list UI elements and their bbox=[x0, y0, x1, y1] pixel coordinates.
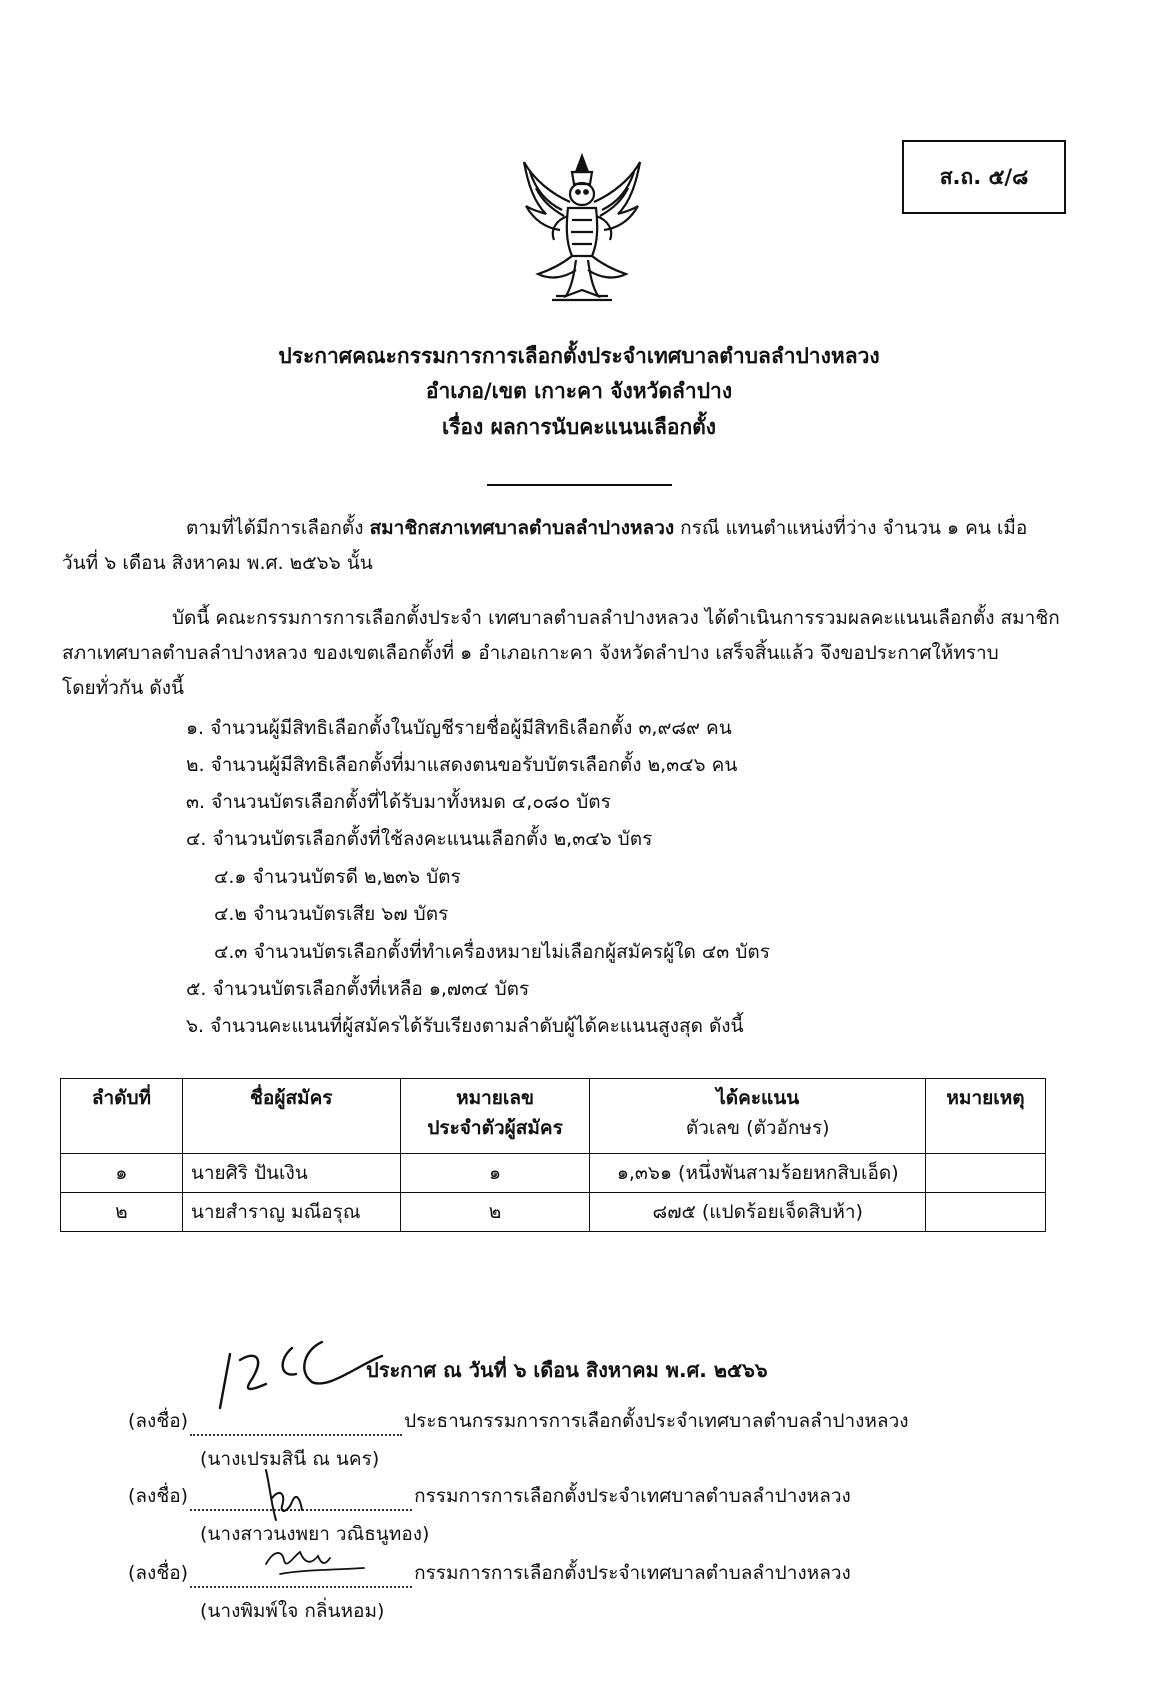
title-divider bbox=[487, 484, 672, 486]
subject-line: เรื่อง ผลการนับคะแนนเลือกตั้ง bbox=[441, 415, 717, 439]
list-item: ๒. จำนวนผู้มีสิทธิเลือกตั้งที่มาแสดงตนขอรับบัตรเลือกตั้ง ๒,๓๔๖ คน bbox=[186, 754, 738, 776]
results-table bbox=[60, 1078, 1046, 1232]
intro-text-b: กรณี แทนตำแหน่งที่ว่าง จำนวน ๑ คน เมื่อ bbox=[674, 517, 1028, 539]
intro-paragraph-1-line2: วันที่ ๖ เดือน สิงหาคม พ.ศ. ๒๕๖๖ นั้น bbox=[62, 552, 373, 574]
cell-order: ๑ bbox=[61, 1154, 183, 1193]
signature-role: กรรมการการเลือกตั้งประจำเทศบาลตำบลลำปางหลวง bbox=[414, 1562, 851, 1584]
signatory-name-1: (นางเปรมสินี ณ นคร) bbox=[200, 1448, 380, 1470]
signature-dots bbox=[190, 1434, 402, 1436]
header-score-line2: ตัวเลข (ตัวอักษร) bbox=[685, 1117, 830, 1139]
intro-paragraph-2-line2: สภาเทศบาลตำบลลำปางหลวง ของเขตเลือกตั้งที่ ๑ อำเภอเกาะคา จังหวัดลำปาง เสร็จสิ้นแล้ว จึงขอประกาศให้ทราบ bbox=[62, 642, 999, 664]
cell-remark bbox=[926, 1193, 1046, 1232]
cell-score: ๘๗๕ (แปดร้อยเจ็ดสิบห้า) bbox=[590, 1193, 926, 1232]
header-number-line2: ประจำตัวผู้สมัคร bbox=[427, 1117, 563, 1139]
intro-paragraph-2-line3: โดยทั่วกัน ดังนี้ bbox=[62, 677, 185, 699]
intro-text-a: ตามที่ได้มีการเลือกตั้ง bbox=[186, 517, 370, 539]
cell-name: นายสำราญ มณีอรุณ bbox=[182, 1193, 400, 1232]
list-item: ๔.๓ จำนวนบัตรเลือกตั้งที่ทำเครื่องหมายไม่เลือกผู้สมัครผู้ใด ๔๓ บัตร bbox=[214, 941, 770, 963]
intro-text-bold: สมาชิกสภาเทศบาลตำบลลำปางหลวง bbox=[369, 517, 675, 539]
list-item: ๕. จำนวนบัตรเลือกตั้งที่เหลือ ๑,๗๓๔ บัตร bbox=[186, 978, 530, 1000]
signature-prefix: (ลงชื่อ) bbox=[128, 1485, 189, 1507]
handwritten-signature-3 bbox=[260, 1540, 370, 1580]
form-code: ส.ถ. ๕/๘ bbox=[939, 164, 1029, 189]
list-item: ๖. จำนวนคะแนนที่ผู้สมัครได้รับเรียงตามลำดับผู้ได้คะแนนสูงสุด ดังนี้ bbox=[186, 1015, 744, 1037]
table-row bbox=[61, 1193, 1046, 1232]
announcement-date: ประกาศ ณ วันที่ ๖ เดือน สิงหาคม พ.ศ. ๒๕๖๖ bbox=[366, 1358, 768, 1382]
header-order: ลำดับที่ bbox=[61, 1079, 183, 1154]
form-code-box bbox=[902, 140, 1066, 214]
handwritten-signature-2 bbox=[252, 1458, 322, 1528]
cell-order: ๒ bbox=[61, 1193, 183, 1232]
announcement-title: ประกาศคณะกรรมการการเลือกตั้งประจำเทศบาลตำบลลำปางหลวง bbox=[278, 344, 880, 368]
garuda-emblem-icon bbox=[516, 150, 648, 310]
header-score bbox=[590, 1079, 926, 1154]
signature-dots bbox=[190, 1586, 412, 1588]
cell-score: ๑,๓๖๑ (หนึ่งพันสามร้อยหกสิบเอ็ด) bbox=[590, 1154, 926, 1193]
signatory-name-2: (นางสาวนงพยา วณิธนูทอง) bbox=[200, 1523, 430, 1545]
signature-line-3 bbox=[128, 1558, 851, 1588]
cell-name: นายศิริ ปันเงิน bbox=[182, 1154, 400, 1193]
table-row bbox=[61, 1154, 1046, 1193]
signature-role: ประธานกรรมการการเลือกตั้งประจำเทศบาลตำบลลำปางหลวง bbox=[404, 1410, 909, 1432]
district-province: อำเภอ/เขต เกาะคา จังหวัดลำปาง bbox=[425, 379, 733, 403]
cell-number: ๑ bbox=[400, 1154, 590, 1193]
list-item: ๔.๑ จำนวนบัตรดี ๒,๒๓๖ บัตร bbox=[214, 866, 461, 888]
header-score-line1: ได้คะแนน bbox=[716, 1087, 800, 1109]
cell-remark bbox=[926, 1154, 1046, 1193]
list-item: ๔. จำนวนบัตรเลือกตั้งที่ใช้ลงคะแนนเลือกตั้ง ๒,๓๔๖ บัตร bbox=[186, 828, 653, 850]
header-name: ชื่อผู้สมัคร bbox=[182, 1079, 400, 1154]
cell-number: ๒ bbox=[400, 1193, 590, 1232]
signature-line-2 bbox=[128, 1481, 851, 1511]
list-item: ๑. จำนวนผู้มีสิทธิเลือกตั้งในบัญชีรายชื่อผู้มีสิทธิเลือกตั้ง ๓,๙๘๙ คน bbox=[186, 717, 732, 739]
signatory-name-3: (นางพิมพ์ใจ กลิ่นหอม) bbox=[200, 1600, 385, 1622]
signature-prefix: (ลงชื่อ) bbox=[128, 1410, 189, 1432]
header-remark: หมายเหตุ bbox=[926, 1079, 1046, 1154]
header-number-line1: หมายเลข bbox=[456, 1087, 535, 1109]
list-item: ๔.๒ จำนวนบัตรเสีย ๖๗ บัตร bbox=[214, 903, 449, 925]
table-header-row bbox=[61, 1079, 1046, 1154]
intro-paragraph-1 bbox=[186, 516, 1027, 540]
signature-prefix: (ลงชื่อ) bbox=[128, 1562, 189, 1584]
handwritten-signature-1 bbox=[200, 1320, 390, 1416]
header-number bbox=[400, 1079, 590, 1154]
signature-role: กรรมการการเลือกตั้งประจำเทศบาลตำบลลำปางหลวง bbox=[414, 1485, 851, 1507]
intro-paragraph-2-line1: บัดนี้ คณะกรรมการการเลือกตั้งประจำ เทศบาลตำบลลำปางหลวง ได้ดำเนินการรวมผลคะแนนเลือกตั้ง สมาชิก bbox=[172, 607, 1060, 629]
list-item: ๓. จำนวนบัตรเลือกตั้งที่ได้รับมาทั้งหมด ๔,๐๘๐ บัตร bbox=[186, 791, 611, 813]
